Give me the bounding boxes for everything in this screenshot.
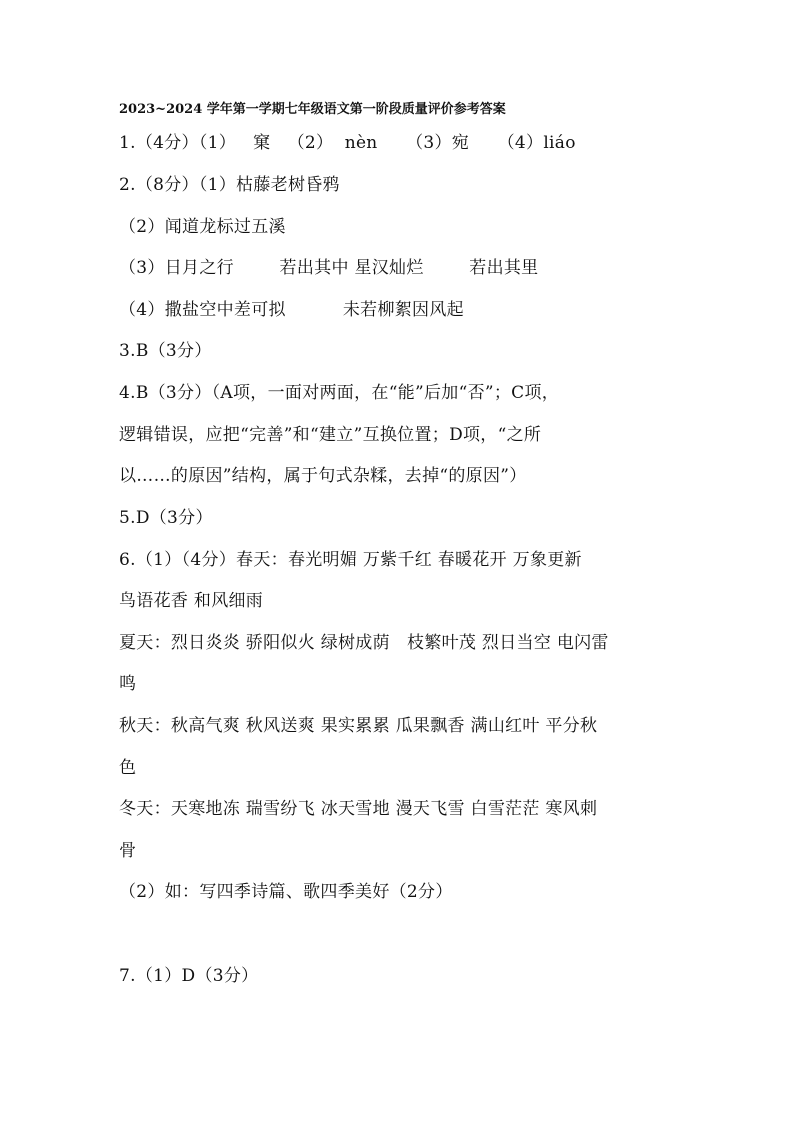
answer-line-q5: 5.D（3分） bbox=[119, 508, 213, 528]
answer-line-q2-4: （4）撒盐空中差可拟 未若柳絮因风起 bbox=[119, 300, 464, 320]
answer-line-q4-cont-1: 逻辑错误，应把“完善”和“建立”互换位置；D项，“之所 bbox=[119, 425, 542, 445]
answer-line-q3: 3.B（3分） bbox=[119, 341, 212, 361]
answer-line-q4: 4.B（3分）（A项，一面对两面，在“能”后加“否”；C项， bbox=[119, 383, 560, 403]
answer-line-q6-2: （2）如：写四季诗篇、歌四季美好（2分） bbox=[119, 882, 453, 902]
answer-line-q6-winter-cont: 骨 bbox=[119, 841, 137, 861]
answer-line-q6-autumn: 秋天：秋高气爽 秋风送爽 果实累累 瓜果飘香 满山红叶 平分秋 bbox=[119, 716, 598, 736]
answer-line-q6-spring: 6.（1）（4分）春天：春光明媚 万紫千红 春暖花开 万象更新 bbox=[119, 550, 582, 570]
answer-line-q6-autumn-cont: 色 bbox=[119, 758, 137, 778]
answer-line-q6-spring-cont: 鸟语花香 和风细雨 bbox=[119, 591, 264, 611]
answer-line-q1: 1.（4分）（1） 窠 （2） nèn （3）宛 （4）liáo bbox=[119, 133, 576, 153]
answer-line-q7: 7.（1）D（3分） bbox=[119, 966, 259, 986]
answer-line-q4-cont-2: 以……的原因”结构，属于句式杂糅，去掉“的原因”） bbox=[119, 466, 527, 486]
answer-line-q6-summer: 夏天：烈日炎炎 骄阳似火 绿树成荫 枝繁叶茂 烈日当空 电闪雷 bbox=[119, 633, 609, 653]
answer-line-q6-winter: 冬天：天寒地冻 瑞雪纷飞 冰天雪地 漫天飞雪 白雪茫茫 寒风刺 bbox=[119, 799, 598, 819]
answer-line-q2-2: （2）闻道龙标过五溪 bbox=[119, 217, 286, 237]
page-title: 2023~2024 学年第一学期七年级语文第一阶段质量评价参考答案 bbox=[119, 102, 506, 117]
answer-line-q6-summer-cont: 鸣 bbox=[119, 674, 137, 694]
answer-line-q2: 2.（8分）（1）枯藤老树昏鸦 bbox=[119, 175, 340, 195]
answer-line-q2-3: （3）日月之行 若出其中 星汉灿烂 若出其里 bbox=[119, 258, 539, 278]
